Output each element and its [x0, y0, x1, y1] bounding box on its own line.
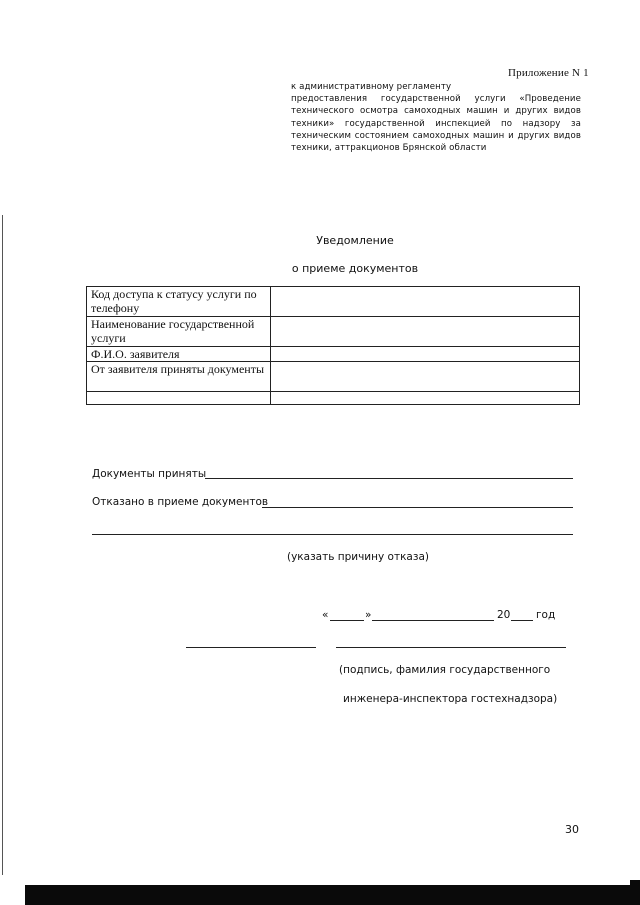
- date-year-suffix: год: [536, 609, 556, 621]
- accepted-label: Документы приняты: [92, 468, 207, 480]
- appendix-line-2: предоставления государственной услуги «Проведение: [291, 94, 581, 105]
- refused-label: Отказано в приеме документов: [92, 496, 269, 508]
- notification-table: [86, 286, 580, 405]
- signature-hint-line-1: (подпись, фамилия государственного: [339, 664, 551, 676]
- appendix-text: [291, 81, 581, 154]
- table-cell-label: [87, 392, 271, 405]
- refusal-reason-line[interactable]: [92, 534, 573, 535]
- signature-line[interactable]: [186, 647, 316, 648]
- table-row: [87, 392, 580, 405]
- date-year-prefix: 20: [497, 609, 511, 621]
- table-cell-value[interactable]: [271, 347, 580, 362]
- appendix-line-4: техники» государственной инспекцией по надзору за: [291, 118, 581, 129]
- table-cell-value[interactable]: [271, 317, 580, 347]
- accepted-line[interactable]: [205, 478, 573, 479]
- date-close-quote: »: [365, 609, 372, 621]
- table-cell-value[interactable]: [271, 287, 580, 317]
- appendix-line-1: к административному регламенту: [291, 82, 452, 92]
- table-row: [87, 362, 580, 392]
- scan-edge-left: [2, 215, 3, 875]
- table-cell-label: Наименование государственной услуги: [87, 317, 271, 347]
- appendix-line-5: техническим состоянием самоходных машин и других видов: [291, 130, 581, 141]
- appendix-line-6: техники, аттракционов Брянской области: [291, 143, 487, 154]
- document-subtitle: о приеме документов: [291, 262, 419, 275]
- scan-edge-bottom: [25, 885, 640, 905]
- date-open-quote: «: [322, 609, 329, 621]
- scan-edge-right: [630, 880, 640, 905]
- date-month-line[interactable]: [372, 620, 494, 621]
- appendix-line-3: технического осмотра самоходных машин и других видов: [291, 106, 581, 117]
- page-number: 30: [565, 823, 579, 836]
- table-row: [87, 347, 580, 362]
- table-cell-value[interactable]: [271, 392, 580, 405]
- table-cell-label: От заявителя приняты документы: [87, 362, 271, 392]
- document-title: Уведомление: [316, 234, 394, 247]
- date-year-line[interactable]: [511, 620, 533, 621]
- surname-line[interactable]: [336, 647, 566, 648]
- table-row: [87, 287, 580, 317]
- date-day-line[interactable]: [330, 620, 364, 621]
- appendix-label: Приложение N 1: [508, 67, 589, 79]
- table-cell-label: Код доступа к статусу услуги по телефону: [87, 287, 271, 317]
- table-row: [87, 317, 580, 347]
- refused-line[interactable]: [262, 507, 573, 508]
- refusal-reason-hint: (указать причину отказа): [287, 551, 429, 563]
- table-cell-value[interactable]: [271, 362, 580, 392]
- signature-hint-line-2: инженера-инспектора гостехнадзора): [343, 693, 558, 705]
- table-cell-label: Ф.И.О. заявителя: [87, 347, 271, 362]
